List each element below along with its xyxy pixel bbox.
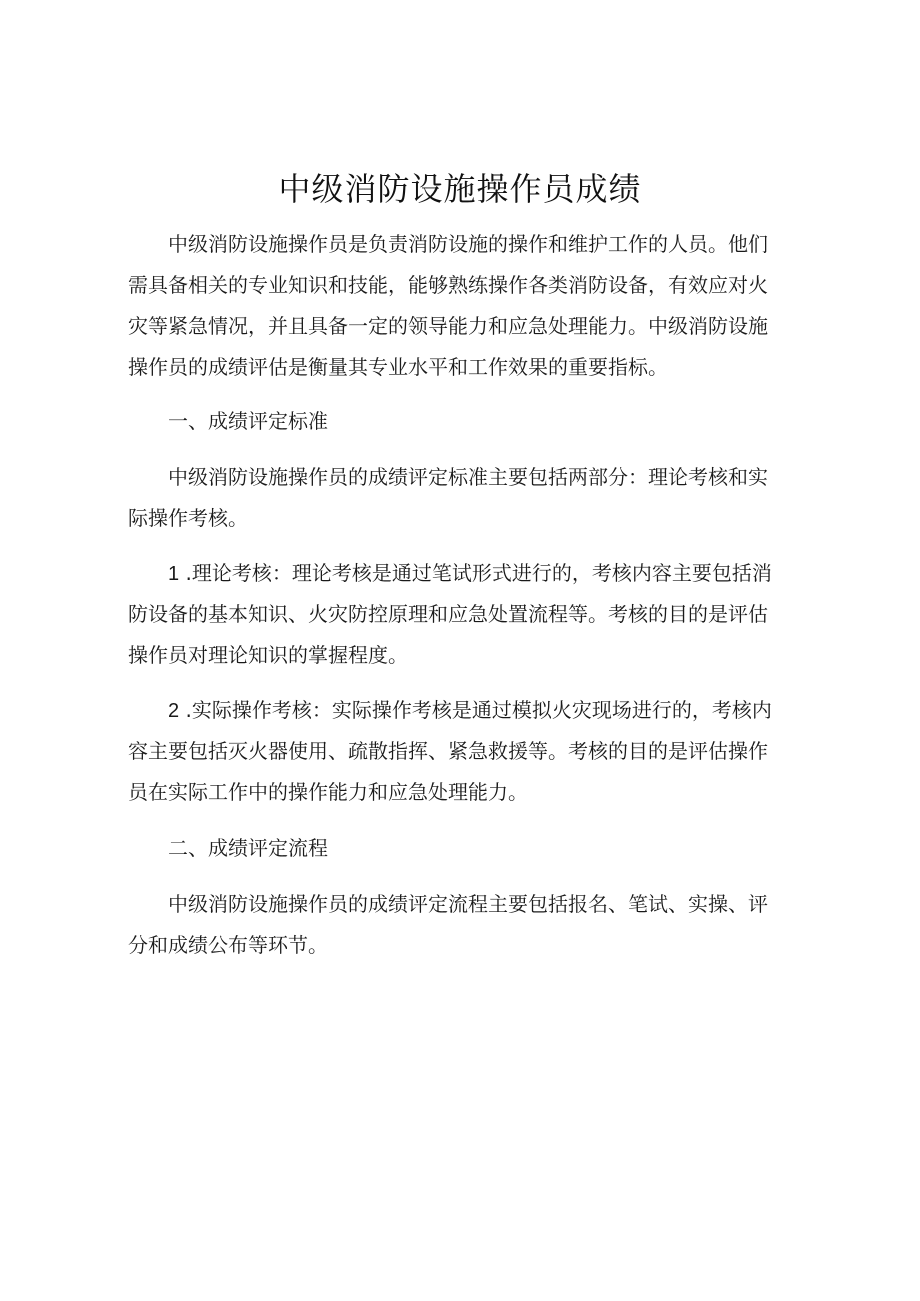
paragraph-line: 中级消防设施操作员的成绩评定流程主要包括报名、笔试、实操、评 xyxy=(168,892,768,916)
paragraph-line: 灾等紧急情况，并且具备一定的领导能力和应急处理能力。中级消防设施 xyxy=(128,314,768,338)
list-item-2 xyxy=(128,690,788,813)
section-heading: 一、成绩评定标准 xyxy=(168,409,328,433)
paragraph-line: .实际操作考核：实际操作考核是通过模拟火灾现场进行的，考核内 xyxy=(185,698,772,722)
intro-paragraph xyxy=(128,224,788,388)
paragraph-line: 需具备相关的专业知识和技能，能够熟练操作各类消防设备，有效应对火 xyxy=(128,273,768,297)
list-item-number: 2 xyxy=(168,700,180,722)
list-item-1 xyxy=(128,553,788,676)
paragraph-line: 员在实际工作中的操作能力和应急处理能力。 xyxy=(128,780,528,804)
paragraph-line: 中级消防设施操作员是负责消防设施的操作和维护工作的人员。他们 xyxy=(168,232,768,256)
paragraph-line: 操作员的成绩评估是衡量其专业水平和工作效果的重要指标。 xyxy=(128,355,668,379)
section-heading-2 xyxy=(128,828,788,869)
paragraph-line: 分和成绩公布等环节。 xyxy=(128,933,328,957)
list-item-first-line xyxy=(128,553,788,594)
section-heading-1 xyxy=(128,401,788,442)
paragraph-line: 容主要包括灭火器使用、疏散指挥、紧急救援等。考核的目的是评估操作 xyxy=(128,739,768,763)
list-item-first-line xyxy=(128,690,788,731)
section-heading: 二、成绩评定流程 xyxy=(168,836,328,860)
section1-paragraph xyxy=(128,457,788,539)
paragraph-line: 中级消防设施操作员的成绩评定标准主要包括两部分：理论考核和实 xyxy=(168,465,768,489)
section2-paragraph xyxy=(128,884,788,966)
paragraph-line: 际操作考核。 xyxy=(128,506,248,530)
list-item-number: 1 xyxy=(168,563,180,585)
document-title: 中级消防设施操作员成绩 xyxy=(278,170,642,208)
paragraph-line: .理论考核：理论考核是通过笔试形式进行的，考核内容主要包括消 xyxy=(185,561,772,585)
paragraph-line: 防设备的基本知识、火灾防控原理和应急处置流程等。考核的目的是评估 xyxy=(128,602,768,626)
paragraph-line: 操作员对理论知识的掌握程度。 xyxy=(128,643,408,667)
